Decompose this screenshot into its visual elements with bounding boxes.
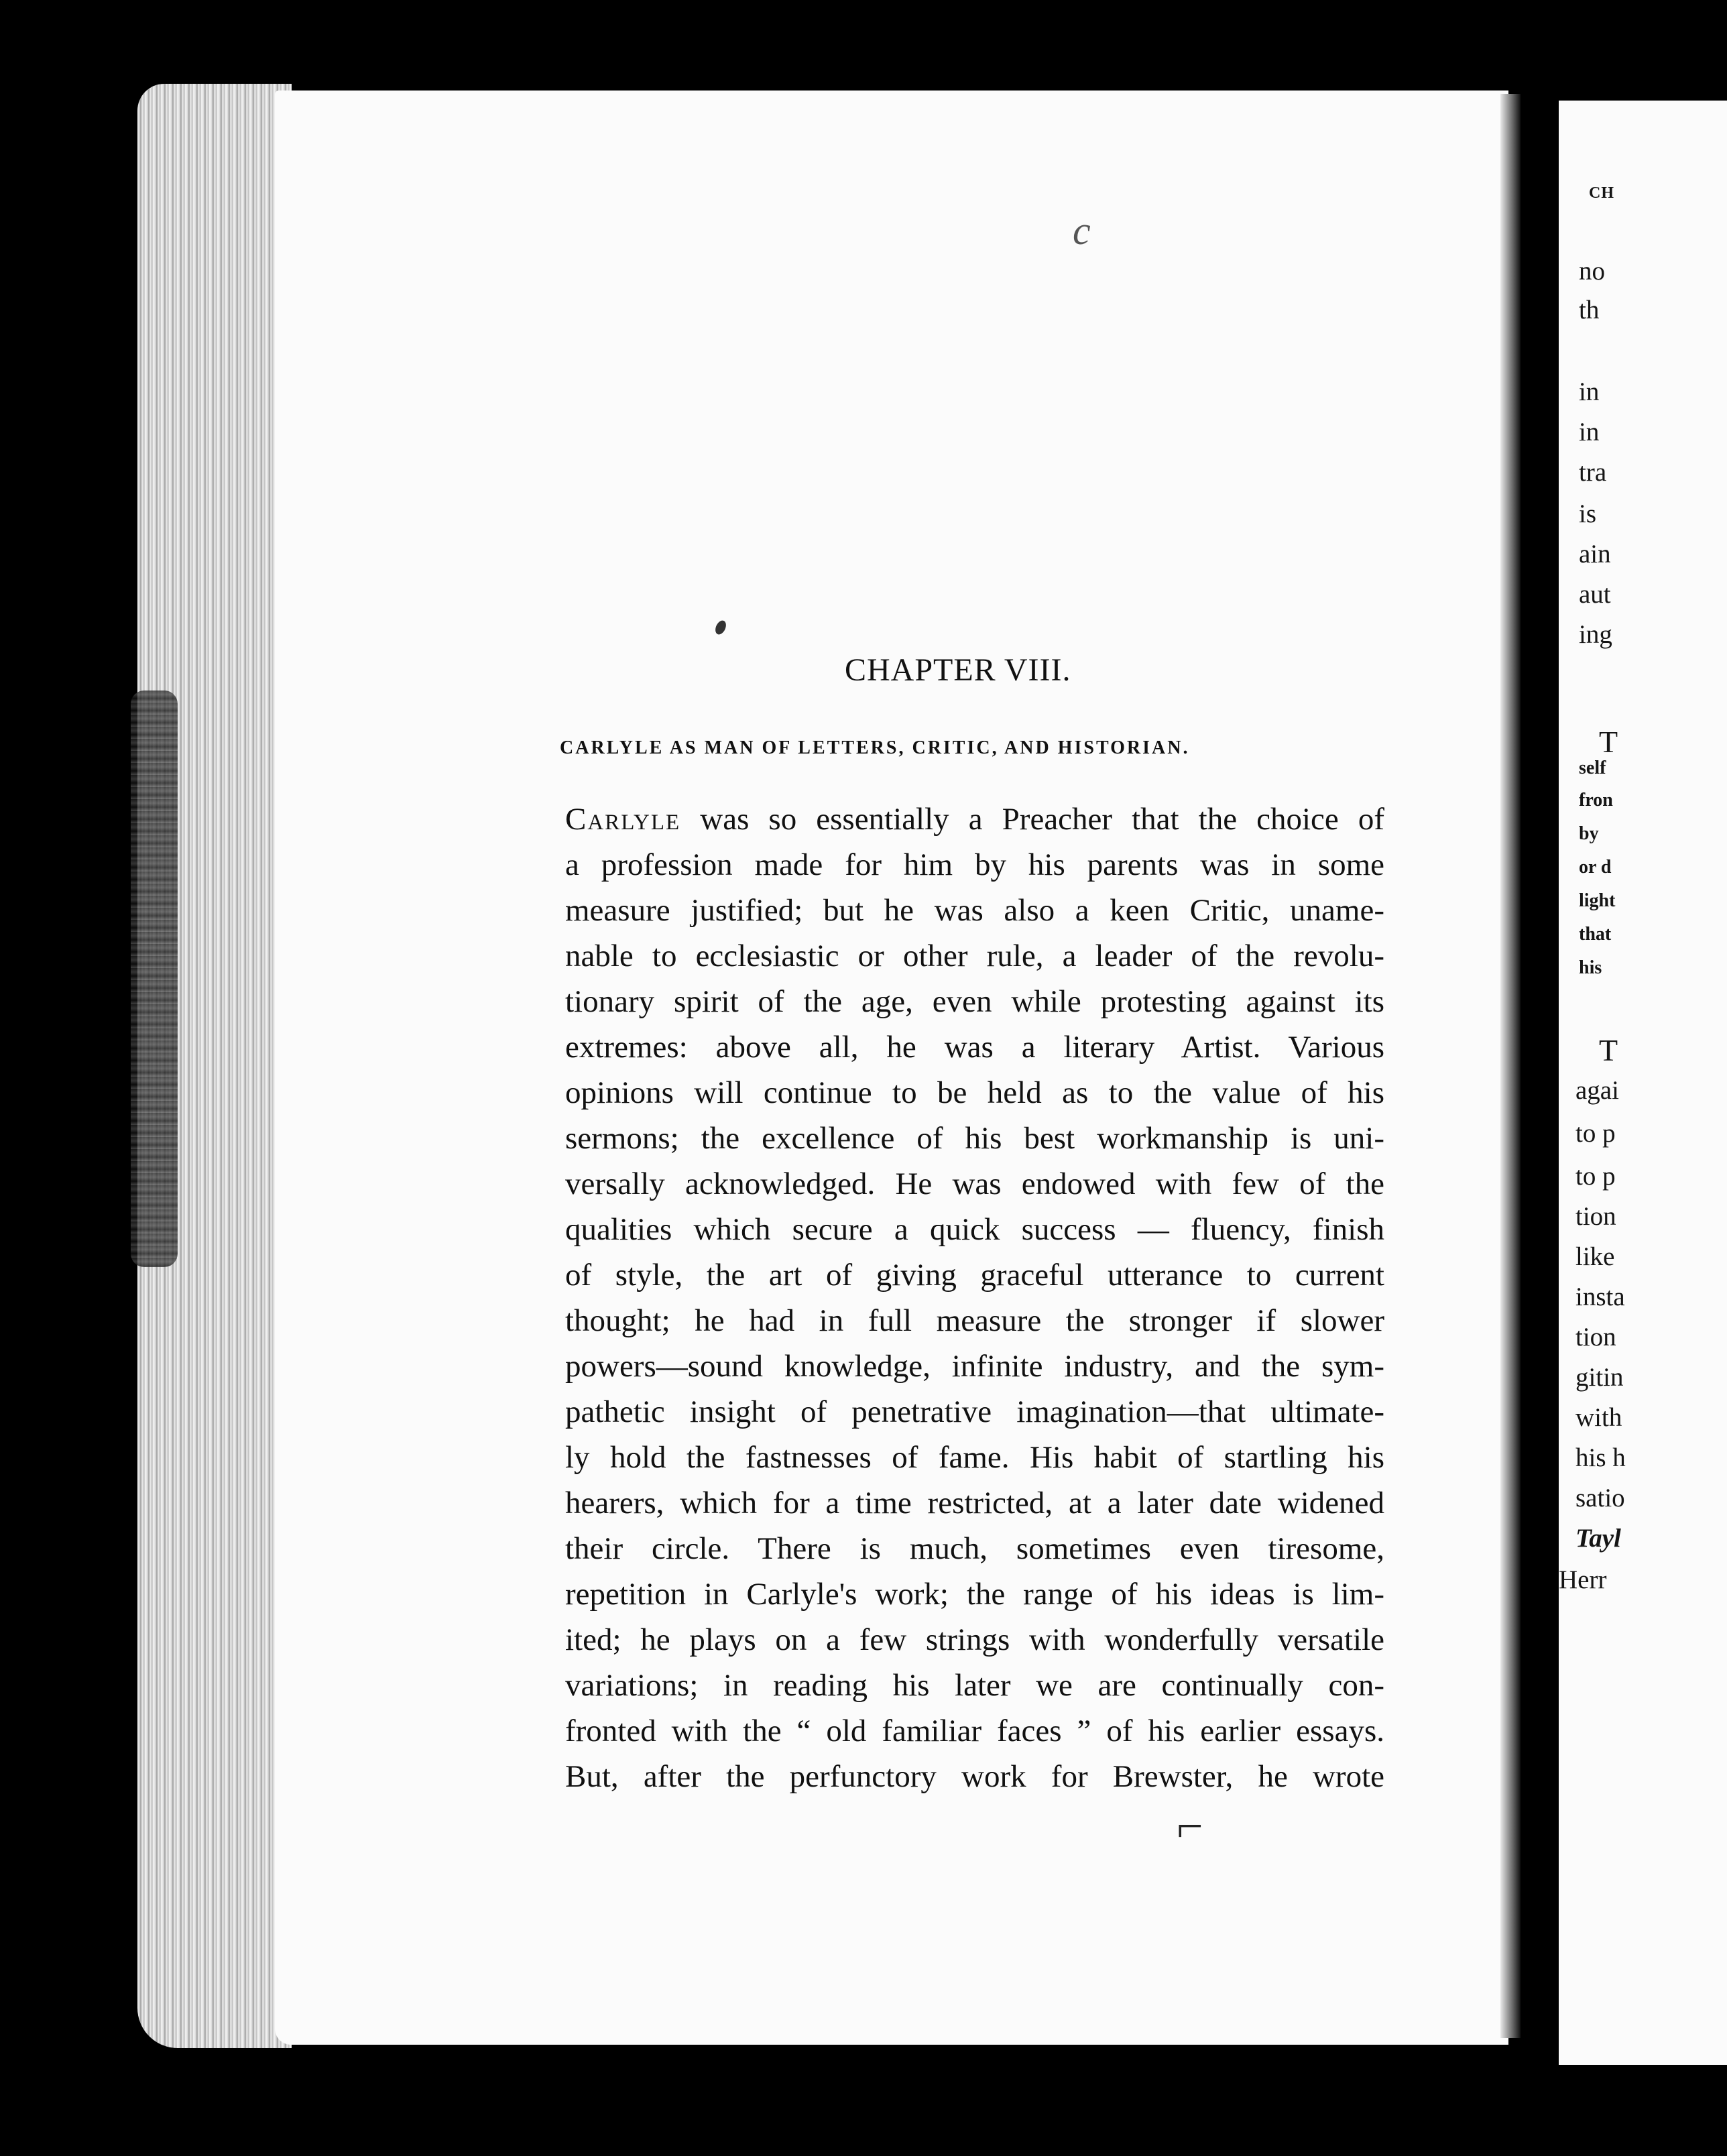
text-line bbox=[565, 1298, 1384, 1343]
text-line bbox=[565, 1754, 1384, 1799]
drop-word: Carlyle bbox=[565, 802, 681, 837]
text-line bbox=[565, 1526, 1384, 1571]
facing-page-text-fragment: Herr bbox=[1559, 1565, 1607, 1594]
facing-page-text-fragment: fron bbox=[1579, 790, 1613, 811]
chapter-title: CHAPTER VIII. bbox=[845, 652, 1071, 688]
text-line bbox=[565, 1480, 1384, 1526]
line-text: fronted with the “ old familiar faces ” of his earlier essays. bbox=[565, 1714, 1384, 1748]
chapter-body-text bbox=[565, 796, 1384, 1799]
facing-page-text-fragment: agai bbox=[1575, 1076, 1619, 1105]
line-text: of style, the art of giving graceful utterance to current bbox=[565, 1258, 1384, 1293]
line-text: nable to ecclesiastic or other rule, a leader of the revolu- bbox=[565, 939, 1384, 973]
facing-page-text-fragment: tion bbox=[1575, 1202, 1616, 1231]
facing-page-text-fragment: in bbox=[1579, 377, 1600, 406]
text-line bbox=[565, 1343, 1384, 1389]
facing-page-text-fragment: self bbox=[1579, 758, 1606, 778]
line-text: thought; he had in full measure the stronger if slower bbox=[565, 1303, 1384, 1338]
text-line bbox=[565, 796, 1384, 842]
facing-page-text-fragment: th bbox=[1579, 296, 1600, 324]
text-line bbox=[565, 1252, 1384, 1298]
line-text: powers—sound knowledge, infinite industry, and the sym- bbox=[565, 1349, 1384, 1384]
text-line bbox=[565, 933, 1384, 979]
facing-page-text-fragment: T bbox=[1599, 725, 1618, 759]
facing-page-text-fragment: in bbox=[1579, 418, 1600, 446]
facing-page-text-fragment: with bbox=[1575, 1403, 1622, 1432]
text-line bbox=[565, 888, 1384, 933]
text-line bbox=[565, 1070, 1384, 1116]
line-text: variations; in reading his later we are continually con- bbox=[565, 1668, 1384, 1703]
line-text: tionary spirit of the age, even while protesting against its bbox=[565, 984, 1384, 1019]
facing-page-text-fragment: satio bbox=[1575, 1484, 1625, 1512]
facing-page-text-fragment: is bbox=[1579, 499, 1597, 528]
line-text: ited; he plays on a few strings with wonderfully versatile bbox=[565, 1622, 1384, 1657]
facing-page-text-fragment: CH bbox=[1589, 184, 1614, 202]
facing-page-text-fragment: Tayl bbox=[1575, 1524, 1621, 1553]
right-page-fragment bbox=[1559, 101, 1727, 2065]
marginal-bracket-mark: ⌐ bbox=[1177, 1801, 1203, 1852]
facing-page-text-fragment: insta bbox=[1575, 1282, 1625, 1311]
text-line bbox=[565, 1389, 1384, 1435]
page-edge-stamp bbox=[131, 691, 178, 1267]
text-line bbox=[565, 1663, 1384, 1708]
text-line bbox=[565, 1708, 1384, 1754]
facing-page-text-fragment: to p bbox=[1575, 1162, 1616, 1191]
line-text: qualities which secure a quick success — fluency, finish bbox=[565, 1212, 1384, 1247]
facing-page-text-fragment: his h bbox=[1575, 1443, 1626, 1472]
facing-page-text-fragment: ain bbox=[1579, 540, 1611, 568]
facing-page-text-fragment: tion bbox=[1575, 1323, 1616, 1352]
facing-page-text-fragment: no bbox=[1579, 257, 1605, 286]
line-text: their circle. There is much, sometimes even tiresome, bbox=[565, 1531, 1384, 1566]
text-line bbox=[565, 842, 1384, 888]
line-text: opinions will continue to be held as to the value of his bbox=[565, 1075, 1384, 1110]
facing-page-text-fragment: aut bbox=[1579, 580, 1611, 609]
text-line bbox=[565, 1435, 1384, 1480]
line-text: versally acknowledged. He was endowed with few of the bbox=[565, 1166, 1384, 1201]
line-text: a profession made for him by his parents was in some bbox=[565, 847, 1384, 882]
line-text: sermons; the excellence of his best workmanship is uni- bbox=[565, 1121, 1384, 1156]
text-line bbox=[565, 1116, 1384, 1161]
line-text: ly hold the fastnesses of fame. His habit of startling his bbox=[565, 1440, 1384, 1475]
facing-page-text-fragment: light bbox=[1579, 890, 1616, 911]
line-text: measure justified; but he was also a keen Critic, uname- bbox=[565, 893, 1384, 928]
facing-page-text-fragment: like bbox=[1575, 1242, 1615, 1271]
text-line bbox=[565, 1161, 1384, 1207]
facing-page-text-fragment: gitin bbox=[1575, 1363, 1624, 1392]
facing-page-text-fragment: T bbox=[1599, 1033, 1618, 1067]
line-text: was so essentially a Preacher that the choice of bbox=[680, 802, 1384, 837]
chapter-subtitle: CARLYLE AS MAN OF LETTERS, CRITIC, AND HISTORIAN. bbox=[560, 737, 1190, 758]
facing-page-text-fragment: ing bbox=[1579, 620, 1612, 649]
line-text: hearers, which for a time restricted, at a later date widened bbox=[565, 1486, 1384, 1520]
facing-page-text-fragment: that bbox=[1579, 924, 1612, 945]
book-gutter bbox=[1500, 94, 1521, 2038]
line-text: But, after the perfunctory work for Brewster, he wrote bbox=[565, 1759, 1384, 1794]
facing-page-text-fragment: tra bbox=[1579, 458, 1607, 487]
line-text: repetition in Carlyle's work; the range of his ideas is lim- bbox=[565, 1577, 1384, 1612]
text-line bbox=[565, 1571, 1384, 1617]
facing-page-text-fragment: to p bbox=[1575, 1119, 1616, 1148]
facing-page-text-fragment: or d bbox=[1579, 857, 1612, 878]
text-line bbox=[565, 1207, 1384, 1252]
facing-page-text-fragment: by bbox=[1579, 823, 1599, 844]
text-line bbox=[565, 979, 1384, 1024]
line-text: extremes: above all, he was a literary Artist. Various bbox=[565, 1030, 1384, 1065]
facing-page-text-fragment: his bbox=[1579, 957, 1602, 978]
marginal-pencil-mark: c bbox=[1073, 208, 1091, 253]
text-line bbox=[565, 1024, 1384, 1070]
text-line bbox=[565, 1617, 1384, 1663]
line-text: pathetic insight of penetrative imagination—that ultimate- bbox=[565, 1394, 1384, 1429]
